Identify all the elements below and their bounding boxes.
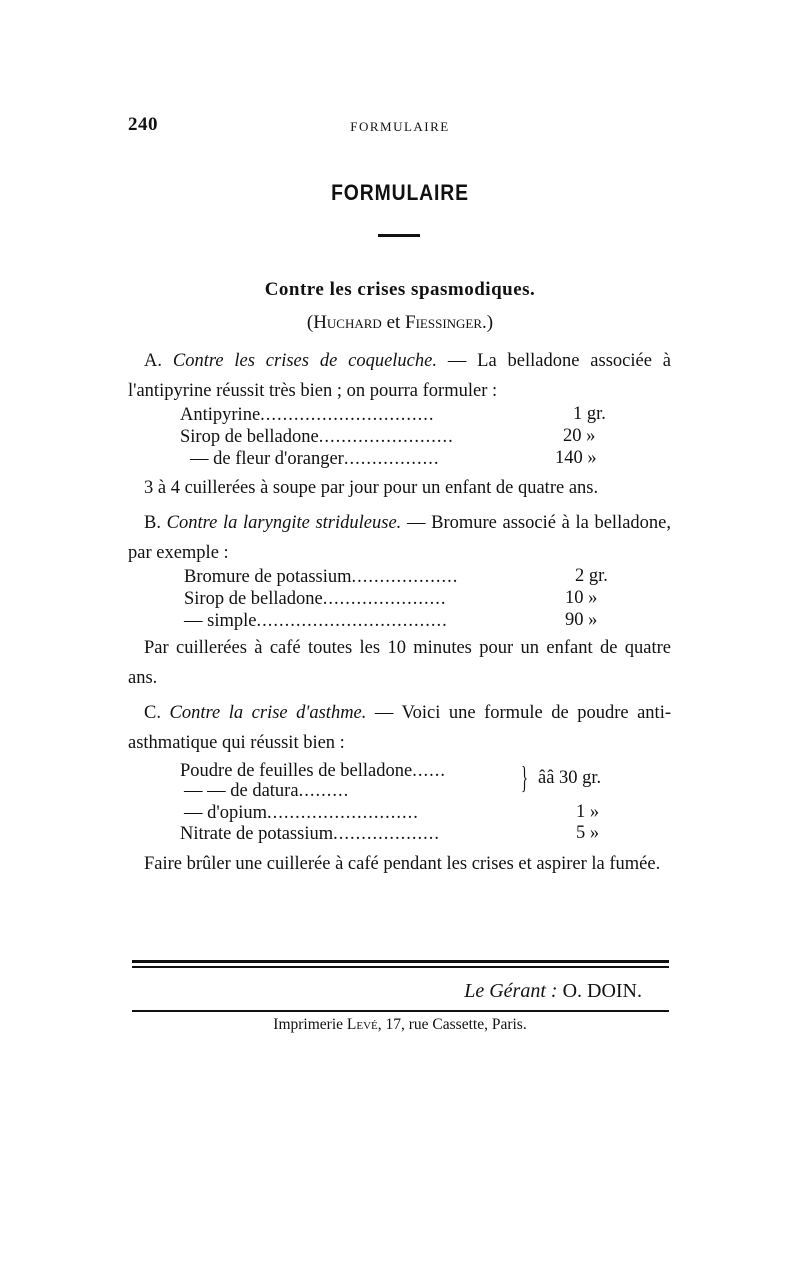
item-quantity: 10 »	[565, 588, 598, 608]
page-number: 240	[128, 114, 158, 135]
gerant-signature	[464, 980, 642, 1003]
prescription-item	[180, 426, 454, 448]
imprint-printer: Levé	[346, 1016, 378, 1033]
item-name: — simple	[184, 611, 257, 631]
item-name: Sirop de belladone	[184, 589, 323, 609]
item-name: Sirop de belladone	[180, 427, 319, 447]
prescription-item	[180, 823, 440, 845]
item-name: Poudre de feuilles de belladone	[180, 761, 413, 781]
section-c-label: C.	[144, 703, 161, 723]
item-leader: ...............................	[260, 405, 435, 425]
prescription-item	[180, 404, 435, 426]
section-b-label: B.	[144, 513, 161, 533]
item-leader: ......	[412, 761, 446, 781]
footer-rule-thick	[132, 960, 669, 963]
item-leader: ......................	[322, 589, 447, 609]
section-b-heading: Contre la laryngite striduleuse.	[166, 513, 402, 533]
section-a-label: A.	[144, 351, 162, 371]
item-quantity: 1 »	[576, 802, 600, 822]
imprint-rule	[132, 1010, 669, 1012]
item-leader: ........................	[318, 427, 454, 447]
section-c-heading: Contre la crise d'asthme.	[169, 703, 367, 723]
curly-brace-icon: }	[521, 759, 528, 795]
prescription-item	[184, 780, 349, 802]
item-name: Bromure de potassium	[184, 567, 352, 587]
author-huchard: Huchard	[313, 312, 382, 333]
prescription-item	[190, 448, 439, 470]
section-a-paragraph	[128, 346, 671, 406]
title-rule	[378, 234, 420, 237]
footer-rule-thin	[132, 966, 669, 968]
item-leader: ...........................	[267, 803, 419, 823]
imprint-address: , 17, rue Cassette, Paris.	[377, 1016, 527, 1033]
imprint-prefix: Imprimerie	[273, 1016, 344, 1033]
section-b-paragraph	[128, 508, 671, 568]
section-c-text: — Voici une formule de poudre anti-asthmatique qui réussit bien :	[128, 703, 671, 753]
section-c-note: Faire brûler une cuillerée à café pendant les crises et aspirer la fumée.	[144, 854, 661, 874]
item-leader: ...................	[351, 567, 459, 587]
page-title: FORMULAIRE	[331, 180, 469, 205]
authors-open: (	[306, 312, 314, 333]
item-quantity: 5 »	[576, 823, 600, 843]
item-quantity: 20 »	[563, 426, 596, 446]
authors-close: .)	[482, 312, 494, 333]
item-name: Antipyrine	[180, 405, 261, 425]
prescription-item	[184, 566, 458, 588]
item-quantity: 2 gr.	[575, 566, 608, 586]
item-name: — — de datura	[184, 781, 299, 801]
item-name: — de fleur d'oranger	[190, 449, 344, 469]
item-name: Nitrate de potassium	[180, 824, 334, 844]
section-b-text: — Bromure associé à la belladone, par exemple :	[128, 513, 672, 563]
section-a-note: 3 à 4 cuillerées à soupe par jour pour un enfant de quatre ans.	[144, 478, 599, 498]
item-leader: .........	[298, 781, 350, 801]
item-name: — d'opium	[184, 803, 267, 823]
gerant-name: O. DOIN.	[562, 980, 642, 1002]
item-quantity: 1 gr.	[573, 404, 606, 424]
item-quantity: 140 »	[555, 448, 597, 468]
imprint-line	[0, 1016, 800, 1034]
section-a-text: — La belladone associée à l'antipyrine réussit très bien ; on pourra formuler :	[128, 351, 671, 401]
item-quantity: 90 »	[565, 610, 598, 630]
prescription-item	[180, 760, 446, 782]
item-leader: ..................................	[256, 611, 448, 631]
item-leader: ...................	[333, 824, 440, 844]
prescription-item	[184, 802, 419, 824]
authors-line	[0, 312, 800, 334]
running-title: FORMULAIRE	[350, 119, 450, 134]
gerant-label: Le Gérant :	[464, 980, 558, 1002]
section-c-paragraph	[128, 698, 671, 758]
prescription-item	[184, 588, 446, 610]
section-b-note: Par cuillerées à café toutes les 10 minutes pour un enfant de quatre ans.	[128, 638, 671, 688]
authors-et: et	[381, 312, 406, 333]
item-leader: .................	[343, 449, 440, 469]
prescription-item	[184, 610, 448, 632]
author-fiessinger: Fiessinger	[405, 312, 483, 333]
section-a-heading: Contre les crises de coqueluche.	[172, 351, 437, 371]
subtitle: Contre les crises spasmodiques.	[264, 279, 536, 300]
item-quantity-group: ââ 30 gr.	[538, 768, 602, 788]
